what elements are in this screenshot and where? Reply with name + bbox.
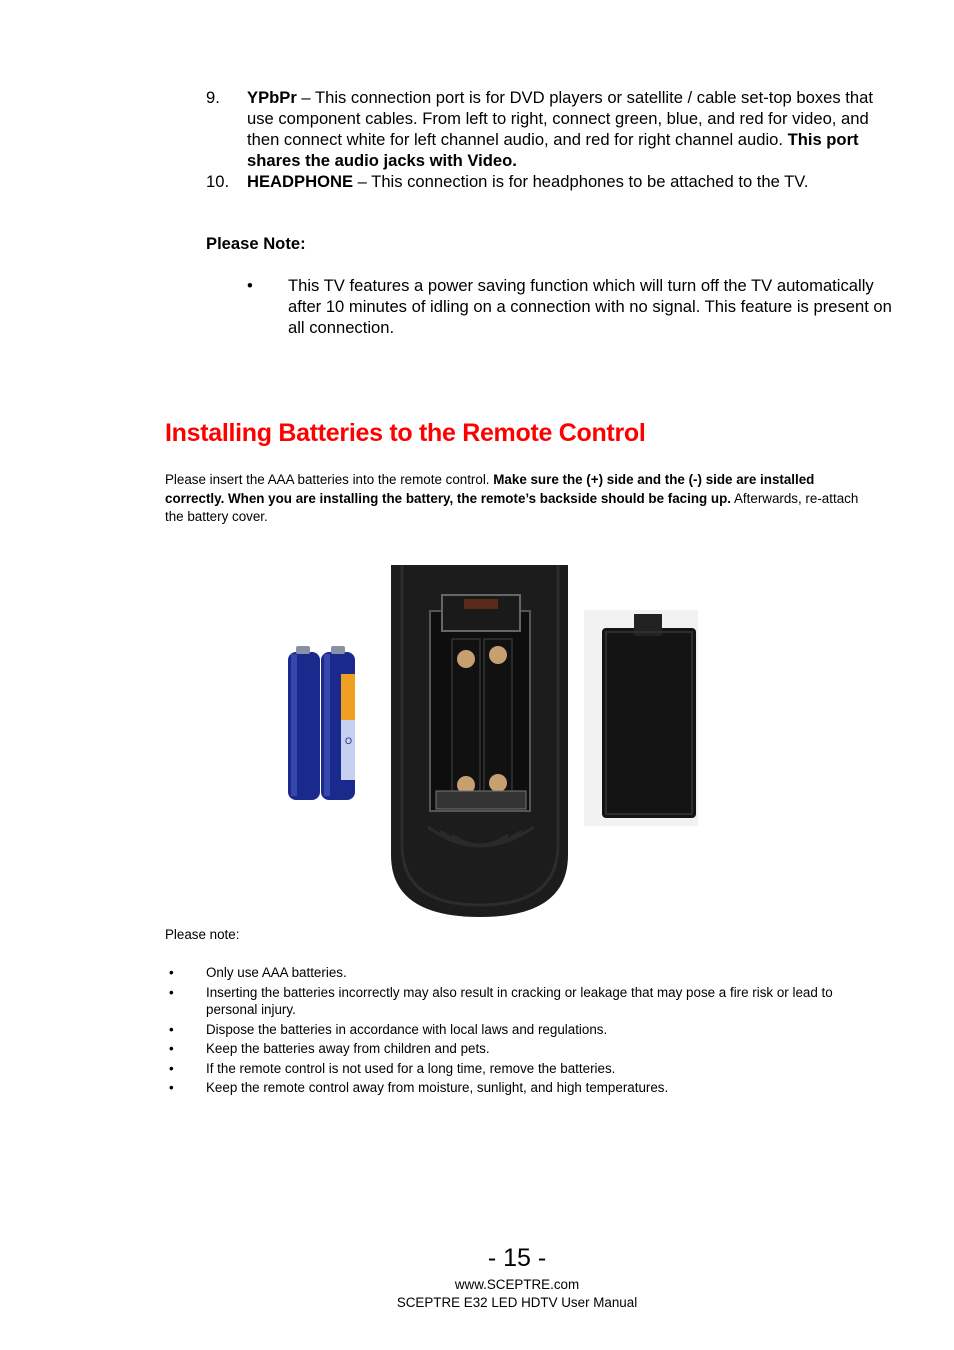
batteries-image	[283, 644, 361, 808]
bullet-icon: •	[169, 1041, 174, 1056]
intro-paragraph	[165, 471, 865, 527]
battery-cover-image	[584, 610, 698, 826]
list-item	[165, 984, 865, 1019]
footer-url: www.SCEPTRE.com	[454, 1277, 580, 1292]
item-number: 10.	[206, 172, 230, 191]
bullet-icon: •	[169, 1060, 174, 1076]
list-item-ypbpr	[206, 87, 886, 171]
item-term: YPbPr	[247, 88, 297, 107]
item-term: HEADPHONE	[247, 172, 354, 191]
list-item-text: Keep the batteries away from children and pets.	[206, 1041, 490, 1056]
bullet-icon: •	[247, 276, 253, 295]
item-text: – This connection is for headphones to be attached to the TV.	[353, 172, 809, 191]
page-number: - 15 -	[487, 1244, 547, 1272]
bullet-icon: •	[169, 1021, 174, 1037]
remote-control-image	[388, 565, 574, 921]
intro-plain-tail: Afterwards, re-attach the battery cover.	[165, 490, 859, 524]
list-item	[165, 1060, 865, 1078]
footer-manual-title: SCEPTRE E32 LED HDTV User Manual	[396, 1295, 638, 1310]
battery-label: O	[345, 736, 353, 746]
bullet-icon: •	[169, 965, 174, 980]
list-item-text: Inserting the batteries incorrectly may also result in cracking or leakage that may pose a fire risk or lead to personal injury.	[206, 984, 833, 1017]
bullet-icon: •	[169, 1080, 174, 1095]
item-bold-note: This port shares the audio jacks with Video.	[247, 130, 859, 170]
list-item	[165, 1040, 865, 1058]
bullet-icon: •	[169, 984, 174, 1000]
list-item-text: Dispose the batteries in accordance with local laws and regulations.	[206, 1021, 608, 1037]
intro-bold: Make sure the (+) side and the (-) side are installed correctly. When you are installing the battery, the remote’s backside should be facing up.	[165, 472, 815, 506]
list-item-text: Keep the remote control away from moisture, sunlight, and high temperatures.	[206, 1080, 669, 1095]
list-item-text: If the remote control is not used for a long time, remove the batteries.	[206, 1060, 616, 1076]
item-text: – This connection port is for DVD players or satellite / cable set-top boxes that use component cables. From left to right, connect green, blue, and red for video, and then connect white for left channel audio, and red for right channel audio.	[247, 88, 873, 149]
section-title: Installing Batteries to the Remote Control	[165, 419, 646, 447]
list-item	[165, 964, 865, 982]
list-item	[165, 1021, 865, 1039]
connection-list	[206, 87, 886, 192]
please-note-bullet	[247, 275, 908, 338]
intro-plain: Please insert the AAA batteries into the remote control.	[165, 472, 494, 487]
list-item-text: Only use AAA batteries.	[206, 965, 347, 980]
please-note-heading: Please Note:	[206, 234, 306, 253]
list-item	[165, 1079, 865, 1097]
list-item-headphone	[206, 171, 886, 192]
please-note-text: This TV features a power saving function which will turn off the TV automatically after 10 minutes of idling on a connection with no signal. This feature is present on all connection.	[288, 276, 892, 337]
please-note-label: Please note:	[165, 927, 240, 942]
battery-notes-list	[165, 964, 865, 1099]
item-number: 9.	[206, 88, 220, 107]
